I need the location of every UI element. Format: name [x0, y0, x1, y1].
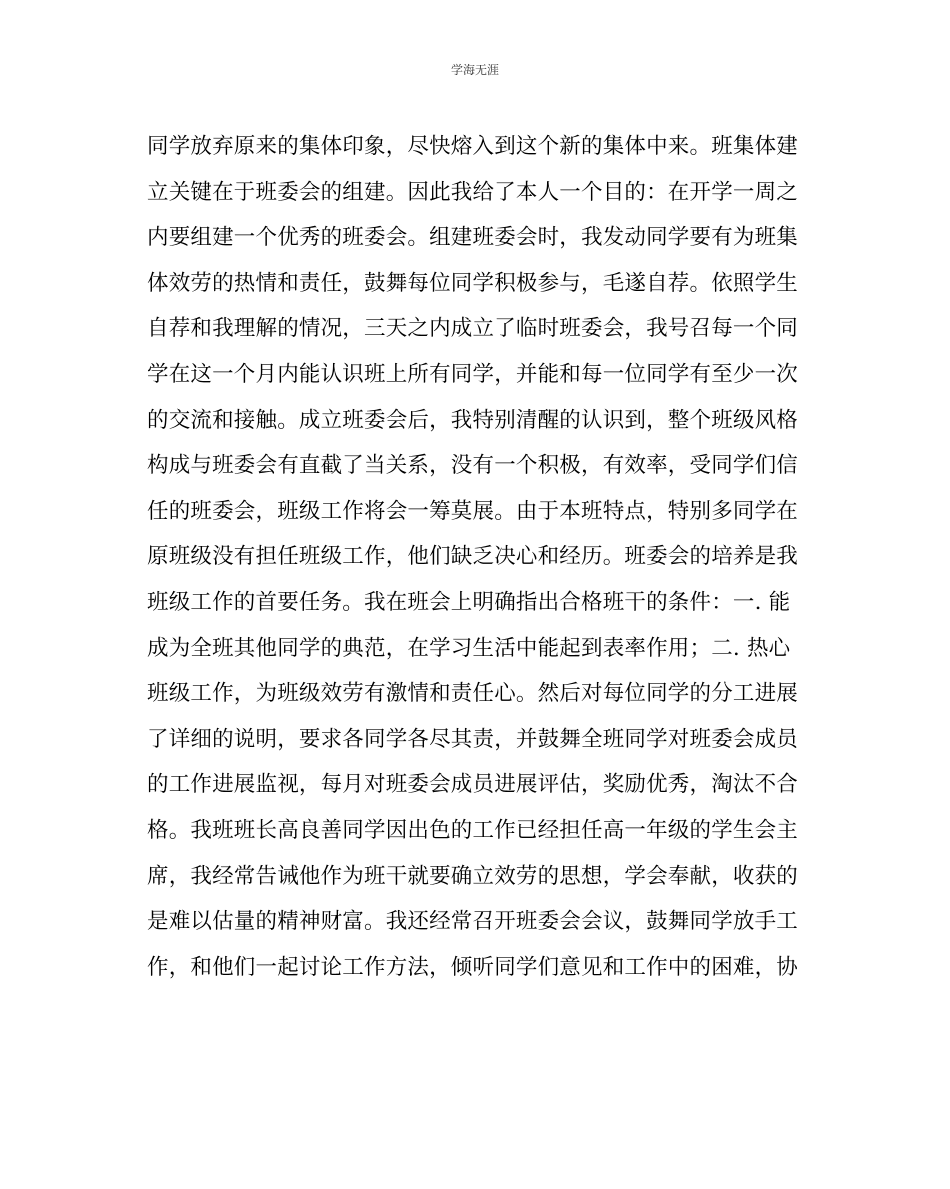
- document-body: [147, 124, 807, 990]
- body-line: 格。我班班长高良善同学因出色的工作已经担任高一年级的学生会主: [147, 817, 799, 843]
- body-line: 班级工作的首要任务。我在班会上明确指出合格班干的条件：一. 能: [147, 589, 791, 615]
- body-line: 构成与班委会有直截了当关系，没有一个积极，有效率，受同学们信: [147, 453, 799, 479]
- body-line: 的工作进展监视，每月对班委会成员进展评估，奖励优秀，淘汰不合: [147, 772, 799, 798]
- body-line: 体效劳的热情和责任，鼓舞每位同学积极参与，毛遂自荐。依照学生: [147, 270, 799, 296]
- body-line: 的交流和接触。成立班委会后，我特别清醒的认识到，整个班级风格: [147, 407, 799, 433]
- body-line: 原班级没有担任班级工作，他们缺乏决心和经历。班委会的培养是我: [147, 544, 799, 570]
- body-line: 立关键在于班委会的组建。因此我给了本人一个目的：在开学一周之: [147, 179, 799, 205]
- body-line: 成为全班其他同学的典范，在学习生活中能起到表率作用；二. 热心: [147, 635, 791, 661]
- body-line: 席，我经常告诫他作为班干就要确立效劳的思想，学会奉献，收获的: [147, 863, 799, 889]
- body-line: 学在这一个月内能认识班上所有同学，并能和每一位同学有至少一次: [147, 361, 799, 387]
- body-line: 自荐和我理解的情况，三天之内成立了临时班委会，我号召每一个同: [147, 316, 799, 342]
- body-line: 任的班委会，班级工作将会一筹莫展。由于本班特点，特别多同学在: [147, 498, 799, 524]
- body-line: 作，和他们一起讨论工作方法，倾听同学们意见和工作中的困难，协: [147, 954, 799, 980]
- body-line: 班级工作，为班级效劳有激情和责任心。然后对每位同学的分工进展: [147, 681, 799, 707]
- body-line: 是难以估量的精神财富。我还经常召开班委会会议，鼓舞同学放手工: [147, 909, 799, 935]
- body-line: 了详细的说明，要求各同学各尽其责，并鼓舞全班同学对班委会成员: [147, 726, 799, 752]
- body-line: 同学放弃原来的集体印象，尽快熔入到这个新的集体中来。班集体建: [147, 134, 799, 159]
- body-line: 内要组建一个优秀的班委会。组建班委会时，我发动同学要有为班集: [147, 225, 799, 251]
- page-header: 学海无涯: [450, 63, 499, 77]
